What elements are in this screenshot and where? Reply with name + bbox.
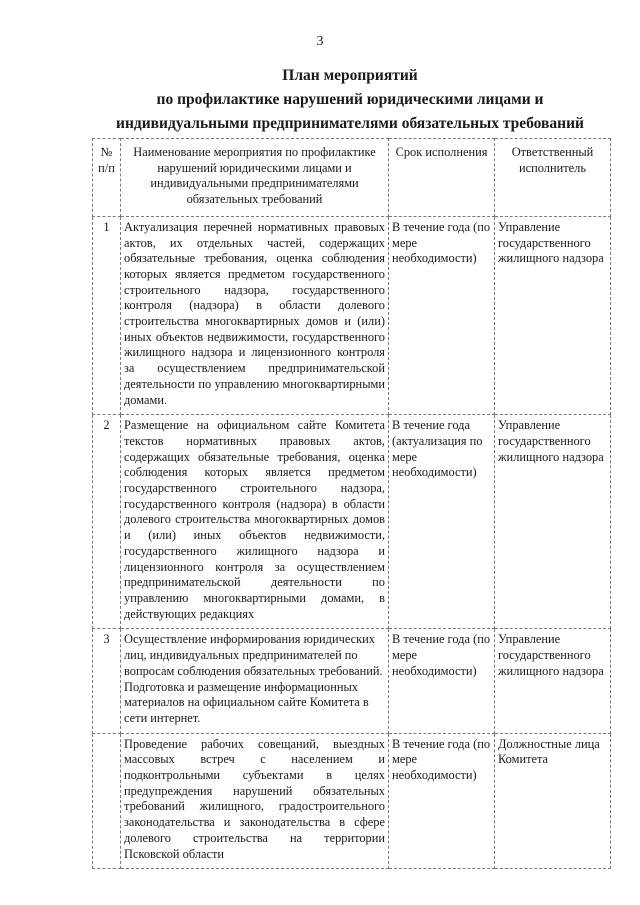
- row-responsible: Управление государственного жилищного надзора: [495, 415, 611, 629]
- title-line-1: План мероприятий: [282, 67, 418, 84]
- row-term: В течение года (по мере необходимости): [389, 629, 495, 733]
- row-number: 1: [93, 216, 121, 414]
- row-term: В течение года (по мере необходимости): [389, 216, 495, 414]
- row-number: [93, 733, 121, 869]
- row-responsible: Должностные лица Комитета: [495, 733, 611, 869]
- row-term: В течение года (по мере необходимости): [389, 733, 495, 869]
- table-header-row: [93, 139, 611, 217]
- table-row: [93, 216, 611, 414]
- row-activity: Проведение рабочих совещаний, выездных массовых встреч с населением и подконтрольными субъектами в целях предупреждения нарушений обязательных требований жилищного, градостроительного законодательства и законодательства в сфере долевого строительства на территории Псковской области: [121, 733, 389, 869]
- header-name: Наименование мероприятия по профилактике нарушений юридическими лицами и индивидуальными предпринимателями обязательных требований: [121, 139, 389, 217]
- plan-table: [92, 138, 611, 869]
- row-activity-paragraph-1: Осуществление информирования юридических лиц, индивидуальных предпринимателей по вопросам соблюдения обязательных требований.: [124, 632, 383, 678]
- title-line-2: по профилактике нарушений юридическими лицами и: [156, 91, 544, 108]
- row-activity: [121, 629, 389, 733]
- row-activity: Актуализация перечней нормативных правовых актов, их отдельных частей, содержащих обязательные требования, оценка соблюдения которых является предметом государственного строительного надзора, государственного контроля (надзора) в области долевого строительства многоквартирных домов и (или) иных объектов недвижимости, государственного жилищного надзора и лицензионного контроля за осуществлением предпринимательской деятельности по управлению многоквартирными домами.: [121, 216, 389, 414]
- table-row: [93, 733, 611, 869]
- header-term: Срок исполнения: [389, 139, 495, 217]
- row-number: 3: [93, 629, 121, 733]
- row-responsible: Управление государственного жилищного надзора: [495, 629, 611, 733]
- row-activity-paragraph-2: Подготовка и размещение информационных материалов на официальном сайте Комитета в сети интернет.: [124, 679, 369, 725]
- table-row: [93, 415, 611, 629]
- row-responsible: Управление государственного жилищного надзора: [495, 216, 611, 414]
- table-row: [93, 629, 611, 733]
- page-number: 3: [316, 34, 324, 49]
- row-number: 2: [93, 415, 121, 629]
- document-title: [90, 64, 610, 136]
- row-activity: Размещение на официальном сайте Комитета текстов нормативных правовых актов, содержащих обязательные требования, оценка соблюдения которых является предметом государственного строительного надзора, государственного контроля (надзора) в области долевого строительства многоквартирных домов и (или) иных объектов недвижимости, государственного жилищного надзора и лицензионного контроля за осуществлением предпринимательской деятельности по управлению многоквартирными домами, в действующих редакциях: [121, 415, 389, 629]
- header-responsible: Ответственный исполнитель: [495, 139, 611, 217]
- header-num: № п/п: [93, 139, 121, 217]
- title-line-3: индивидуальными предпринимателями обязательных требований: [116, 115, 584, 132]
- row-term: В течение года (актуализация по мере необходимости): [389, 415, 495, 629]
